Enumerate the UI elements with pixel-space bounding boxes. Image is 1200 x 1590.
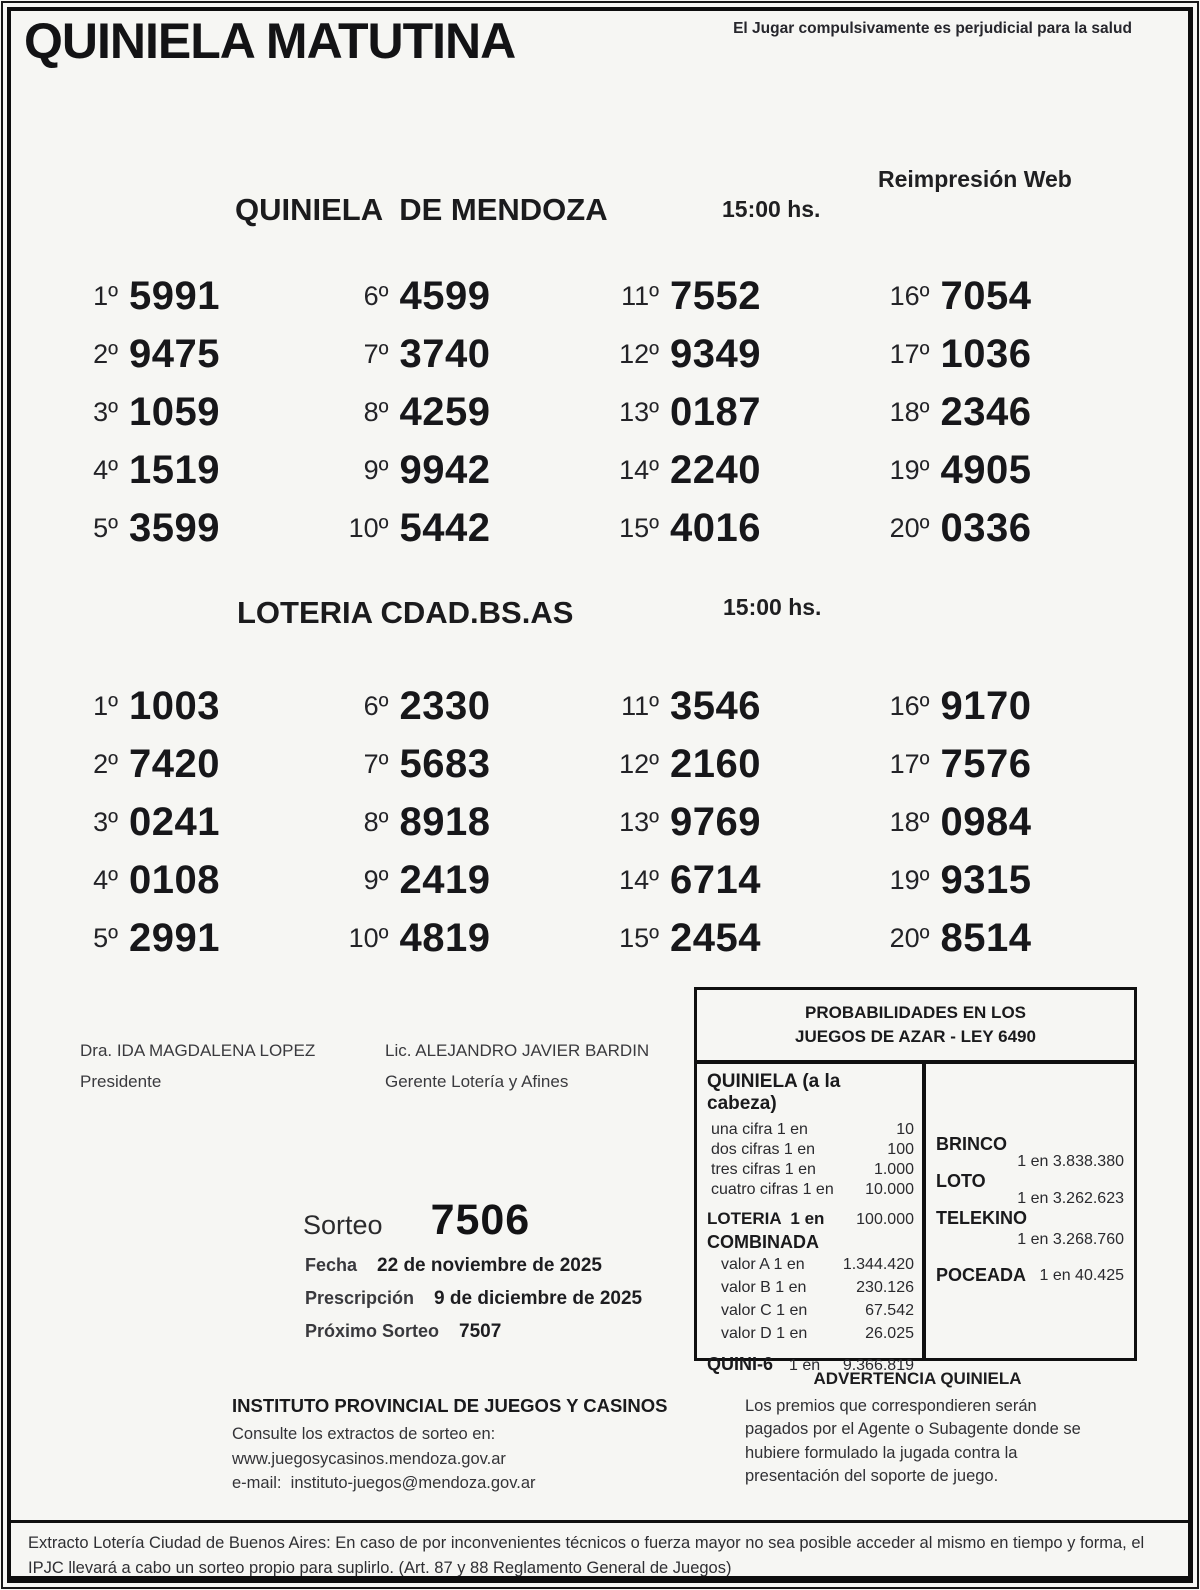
odds-row xyxy=(707,1254,914,1276)
result-number: 2454 xyxy=(670,915,761,960)
quiniela-odds-rows xyxy=(707,1120,914,1200)
prescripcion-value: 9 de diciembre de 2025 xyxy=(434,1288,643,1309)
combinada-heading: COMBINADA xyxy=(707,1232,819,1252)
position-label: 6º xyxy=(363,690,389,721)
page-title: QUINIELA MATUTINA xyxy=(24,13,516,69)
odds-row-label: valor C 1 en xyxy=(721,1302,808,1319)
result-item xyxy=(60,735,331,793)
position-label: 5º xyxy=(93,922,118,953)
position-label: 17º xyxy=(889,748,930,779)
result-number: 5991 xyxy=(129,273,220,318)
result-number: 2330 xyxy=(399,683,491,728)
position-label: 7º xyxy=(363,748,389,779)
position-label: 9º xyxy=(363,864,389,895)
odds-row-label: cuatro cifras 1 en xyxy=(711,1181,834,1198)
result-item xyxy=(872,499,1143,557)
odds-row-label: valor B 1 en xyxy=(721,1279,807,1296)
probabilities-title-line2: JUEGOS DE AZAR - LEY 6490 xyxy=(795,1027,1036,1046)
draw-time-mendoza: 15:00 hs. xyxy=(722,196,821,222)
result-number: 0108 xyxy=(129,857,220,902)
result-number: 4599 xyxy=(399,273,491,318)
advertencia-title: ADVERTENCIA QUINIELA xyxy=(813,1369,1022,1388)
position-label: 19º xyxy=(889,864,930,895)
result-number: 2346 xyxy=(940,389,1032,434)
result-number: 7054 xyxy=(940,273,1032,318)
result-number: 4259 xyxy=(399,389,491,434)
position-label: 10º xyxy=(348,922,389,953)
position-label: 4º xyxy=(93,454,118,485)
odds-row-value: 10.000 xyxy=(865,1181,914,1198)
result-item xyxy=(601,325,872,383)
brinco-value: 1 en 3.838.380 xyxy=(1017,1153,1124,1170)
loto-value: 1 en 3.262.623 xyxy=(1017,1190,1124,1207)
result-item xyxy=(331,383,602,441)
instituto-consult-line: Consulte los extractos de sorteo en: xyxy=(232,1425,496,1443)
advertencia-block xyxy=(745,1369,1090,1489)
result-number: 9475 xyxy=(129,331,220,376)
results-grid-mendoza xyxy=(60,267,1142,557)
position-label: 13º xyxy=(619,396,659,427)
odds-row-value: 67.542 xyxy=(865,1302,914,1319)
result-item xyxy=(872,735,1143,793)
position-label: 4º xyxy=(93,864,118,895)
result-number: 1059 xyxy=(129,389,220,434)
result-number: 0187 xyxy=(670,389,761,434)
odds-row xyxy=(707,1323,914,1345)
proximo-sorteo-value: 7507 xyxy=(459,1321,502,1342)
spacer xyxy=(936,1064,1124,1134)
loteria-odds-label: LOTERIA 1 en xyxy=(707,1209,825,1228)
loteria-odds-value: 100.000 xyxy=(856,1211,914,1228)
odds-row-value: 230.126 xyxy=(856,1279,914,1296)
loteria-odds-row xyxy=(707,1209,914,1229)
result-number: 2991 xyxy=(129,915,220,960)
result-item xyxy=(601,909,872,967)
result-number: 9170 xyxy=(940,683,1032,728)
result-number: 5683 xyxy=(399,741,491,786)
result-item xyxy=(601,441,872,499)
position-label: 8º xyxy=(363,396,389,427)
poceada-label: POCEADA xyxy=(936,1265,1027,1285)
poceada-odds-row xyxy=(936,1265,1124,1286)
gambling-warning: El Jugar compulsivamente es perjudicial para la salud xyxy=(733,20,1132,37)
position-label: 14º xyxy=(619,454,659,485)
draw-title-mendoza: QUINIELA DE MENDOZA xyxy=(235,192,608,227)
probabilities-box xyxy=(694,987,1137,1374)
probabilities-title-line1: PROBABILIDADES EN LOS xyxy=(804,1003,1027,1022)
telekino-odds-row xyxy=(936,1208,1124,1249)
result-item xyxy=(601,499,872,557)
result-number: 5442 xyxy=(399,505,491,550)
result-number: 1036 xyxy=(940,331,1032,376)
position-label: 5º xyxy=(93,512,118,543)
position-label: 3º xyxy=(93,396,118,427)
quiniela-heading: QUINIELA (a la cabeza) xyxy=(707,1071,841,1114)
position-label: 7º xyxy=(363,338,389,369)
sorteo-number: 7506 xyxy=(430,1196,531,1244)
result-item xyxy=(331,735,602,793)
instituto-title: INSTITUTO PROVINCIAL DE JUEGOS Y CASINOS xyxy=(232,1395,668,1416)
result-item xyxy=(60,325,331,383)
telekino-value: 1 en 3.268.760 xyxy=(1017,1231,1124,1248)
result-item xyxy=(331,267,602,325)
footer-disclaimer: Extracto Lotería Ciudad de Buenos Aires: En caso de por inconvenientes técnicos o fuerza mayor no sea posible acceder al mismo en tiempo y forma, el IPJC llevará a cabo un sorteo propio para suplirlo. (Art. 87 y 88 Reglamento General de Juegos) xyxy=(28,1534,1145,1577)
result-number: 4819 xyxy=(399,915,491,960)
position-label: 10º xyxy=(348,512,389,543)
sorteo-label: Sorteo xyxy=(303,1210,383,1240)
result-item xyxy=(60,383,331,441)
official-role-president: Presidente xyxy=(80,1072,162,1091)
footer-divider xyxy=(11,1520,1189,1523)
position-label: 14º xyxy=(619,864,659,895)
result-item xyxy=(872,325,1143,383)
result-number: 4016 xyxy=(670,505,761,550)
results-grid-bsas xyxy=(60,677,1142,967)
result-number: 3599 xyxy=(129,505,220,550)
position-label: 15º xyxy=(619,512,659,543)
advertencia-text: Los premios que correspondieren serán pagados por el Agente o Subagente donde se hubiere formulado la jugada contra la presentación del soporte de juego. xyxy=(745,1397,1081,1486)
telekino-label: TELEKINO xyxy=(936,1208,1028,1228)
brinco-odds-row xyxy=(936,1134,1124,1171)
loto-odds-row xyxy=(936,1171,1124,1208)
quini6-mid: 1 en xyxy=(789,1357,821,1374)
result-item xyxy=(60,267,331,325)
result-number: 2240 xyxy=(670,447,761,492)
fecha-label: Fecha xyxy=(305,1255,358,1275)
probabilities-left-column xyxy=(697,1064,926,1374)
position-label: 8º xyxy=(363,806,389,837)
result-item xyxy=(60,499,331,557)
position-label: 2º xyxy=(93,338,118,369)
position-label: 11º xyxy=(621,690,659,721)
odds-row-value: 1.344.420 xyxy=(842,1256,914,1273)
result-item xyxy=(601,383,872,441)
odds-row-value: 10 xyxy=(896,1121,914,1138)
result-number: 9315 xyxy=(940,857,1032,902)
position-label: 16º xyxy=(889,280,930,311)
position-label: 1º xyxy=(93,280,118,311)
result-number: 2160 xyxy=(670,741,761,786)
position-label: 20º xyxy=(889,512,930,543)
result-item xyxy=(872,267,1143,325)
reprint-label: Reimpresión Web xyxy=(878,166,1072,192)
position-label: 20º xyxy=(889,922,930,953)
quini6-value: 9.366.819 xyxy=(842,1357,914,1374)
result-item xyxy=(601,851,872,909)
odds-row-label: una cifra 1 en xyxy=(711,1121,808,1138)
result-item xyxy=(601,267,872,325)
position-label: 12º xyxy=(619,338,659,369)
odds-row-value: 100 xyxy=(887,1141,914,1158)
position-label: 13º xyxy=(619,806,659,837)
result-number: 3740 xyxy=(399,331,491,376)
position-label: 6º xyxy=(363,280,389,311)
brinco-label: BRINCO xyxy=(936,1134,1007,1154)
prescripcion-label: Prescripción xyxy=(305,1288,415,1308)
result-number: 1519 xyxy=(129,447,220,492)
result-item xyxy=(331,677,602,735)
draw-time-bsas: 15:00 hs. xyxy=(723,594,822,620)
quini6-label: QUINI-6 xyxy=(707,1354,774,1374)
position-label: 3º xyxy=(93,806,118,837)
result-number: 9769 xyxy=(670,799,761,844)
result-item xyxy=(331,851,602,909)
instituto-website: www.juegosycasinos.mendoza.gov.ar xyxy=(232,1449,506,1468)
result-number: 3546 xyxy=(670,683,761,728)
result-item xyxy=(872,909,1143,967)
result-number: 0336 xyxy=(940,505,1032,550)
probabilities-right-column xyxy=(926,1064,1134,1358)
result-item xyxy=(872,383,1143,441)
position-label: 18º xyxy=(889,396,930,427)
result-number: 9942 xyxy=(399,447,491,492)
result-item xyxy=(872,677,1143,735)
position-label: 11º xyxy=(621,280,659,311)
result-item xyxy=(331,325,602,383)
result-item xyxy=(601,677,872,735)
result-item xyxy=(872,793,1143,851)
result-number: 0984 xyxy=(940,799,1032,844)
odds-row xyxy=(707,1277,914,1299)
loto-label: LOTO xyxy=(936,1171,986,1191)
draw-title-bsas: LOTERIA CDAD.BS.AS xyxy=(237,595,574,630)
position-label: 12º xyxy=(619,748,659,779)
odds-row-label: valor A 1 en xyxy=(721,1256,805,1273)
result-item xyxy=(331,909,602,967)
odds-row xyxy=(707,1180,914,1200)
official-role-manager: Gerente Lotería y Afines xyxy=(385,1072,569,1091)
position-label: 15º xyxy=(619,922,659,953)
official-name-president: Dra. IDA MAGDALENA LOPEZ xyxy=(80,1041,316,1060)
result-item xyxy=(60,793,331,851)
odds-row-label: tres cifras 1 en xyxy=(711,1161,816,1178)
odds-row-label: dos cifras 1 en xyxy=(711,1141,816,1158)
position-label: 19º xyxy=(889,454,930,485)
result-item xyxy=(872,851,1143,909)
result-number: 8918 xyxy=(399,799,491,844)
result-number: 6714 xyxy=(670,857,761,902)
position-label: 17º xyxy=(889,338,930,369)
position-label: 1º xyxy=(93,690,118,721)
probabilities-body xyxy=(697,1064,1134,1374)
odds-row xyxy=(707,1120,914,1140)
odds-row-label: valor D 1 en xyxy=(721,1325,808,1342)
result-item xyxy=(60,909,331,967)
proximo-sorteo-row xyxy=(305,1321,501,1343)
result-item xyxy=(872,441,1143,499)
result-item xyxy=(331,441,602,499)
position-label: 9º xyxy=(363,454,389,485)
result-item xyxy=(601,793,872,851)
result-number: 7420 xyxy=(129,741,220,786)
fecha-row xyxy=(305,1255,602,1277)
result-number: 7552 xyxy=(670,273,761,318)
official-name-manager: Lic. ALEJANDRO JAVIER BARDIN xyxy=(385,1041,650,1060)
sorteo-row xyxy=(303,1196,530,1245)
instituto-email: e-mail: instituto-juegos@mendoza.gov.ar xyxy=(232,1474,536,1492)
position-label: 16º xyxy=(889,690,930,721)
result-number: 7576 xyxy=(940,741,1032,786)
result-number: 8514 xyxy=(940,915,1032,960)
result-item xyxy=(601,735,872,793)
result-number: 4905 xyxy=(940,447,1032,492)
result-number: 9349 xyxy=(670,331,761,376)
position-label: 2º xyxy=(93,748,118,779)
odds-row xyxy=(707,1160,914,1180)
result-number: 2419 xyxy=(399,857,491,902)
combinada-odds-rows xyxy=(707,1254,914,1345)
result-number: 1003 xyxy=(129,683,220,728)
odds-row-value: 26.025 xyxy=(865,1325,914,1342)
odds-row xyxy=(707,1140,914,1160)
odds-row-value: 1.000 xyxy=(873,1161,914,1178)
position-label: 18º xyxy=(889,806,930,837)
result-item xyxy=(60,677,331,735)
result-item xyxy=(331,793,602,851)
result-item xyxy=(60,851,331,909)
odds-row xyxy=(707,1300,914,1322)
result-item xyxy=(331,499,602,557)
fecha-value: 22 de noviembre de 2025 xyxy=(377,1255,602,1276)
prescripcion-row xyxy=(305,1288,642,1310)
result-number: 0241 xyxy=(129,799,220,844)
instituto-block xyxy=(232,1395,722,1496)
proximo-sorteo-label: Próximo Sorteo xyxy=(305,1321,440,1341)
probabilities-title xyxy=(697,990,1134,1064)
result-item xyxy=(60,441,331,499)
poceada-value: 1 en 40.425 xyxy=(1039,1266,1124,1284)
